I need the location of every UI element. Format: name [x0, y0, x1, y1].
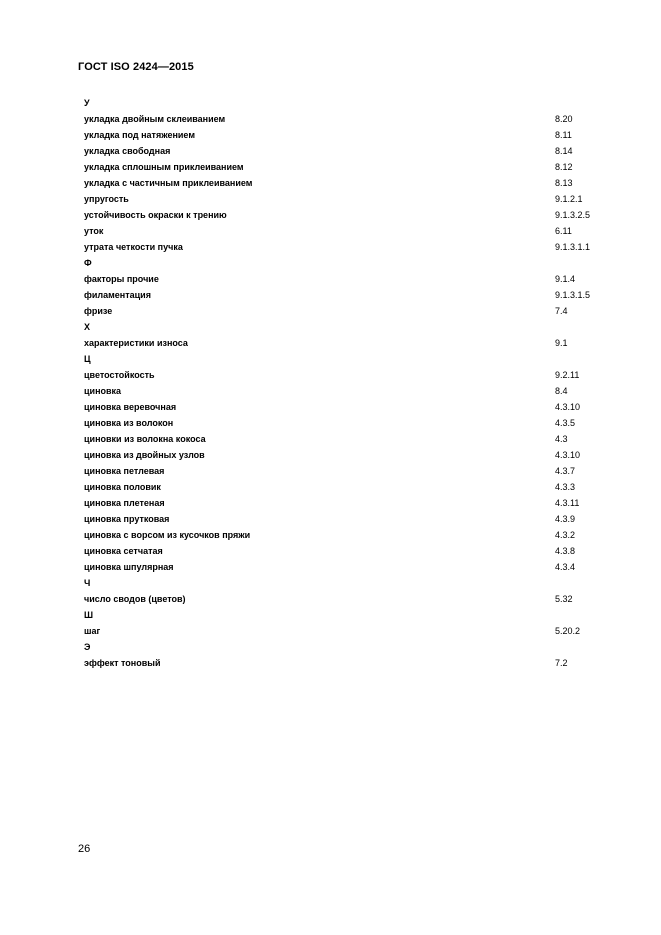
index-entry [82, 143, 602, 159]
index-entry [82, 463, 602, 479]
index-entry [82, 303, 602, 319]
index-entry [82, 223, 602, 239]
index-term: уток [84, 226, 104, 236]
index-entry [82, 191, 602, 207]
index-entry [82, 367, 602, 383]
index-term: циновка шпулярная [84, 562, 174, 572]
index-entry [82, 591, 602, 607]
index-reference: 4.3.8 [555, 546, 576, 556]
index-reference: 7.4 [555, 306, 568, 316]
index-term: устойчивость окраски к трению [84, 210, 227, 220]
index-entry [82, 383, 602, 399]
index-entry [82, 111, 602, 127]
letter-label: Ч [84, 578, 91, 588]
index-letter-heading [82, 575, 602, 591]
index-reference: 8.4 [555, 386, 568, 396]
index-reference: 9.1.2.1 [555, 194, 583, 204]
index-reference: 9.1.3.1.1 [555, 242, 591, 252]
index-reference: 8.14 [555, 146, 573, 156]
index-reference: 4.3.10 [555, 450, 581, 460]
index-letter-heading [82, 319, 602, 335]
index-term: укладка сплошным приклеиванием [84, 162, 244, 172]
page-number: 26 [78, 843, 91, 855]
index-term: циновка из волокон [84, 418, 174, 428]
index-reference: 9.1.3.2.5 [555, 210, 591, 220]
index-term: циновка прутковая [84, 514, 170, 524]
letter-label: Х [84, 322, 91, 332]
index-letter-heading [82, 95, 602, 111]
index-entry [82, 335, 602, 351]
index-reference: 5.20.2 [555, 626, 581, 636]
index-letter-heading [82, 351, 602, 367]
index-entry [82, 207, 602, 223]
document-header: ГОСТ ISO 2424—2015 [78, 61, 194, 73]
index-entry [82, 527, 602, 543]
index-reference: 4.3 [555, 434, 568, 444]
index-reference: 4.3.4 [555, 562, 576, 572]
index-reference: 6.11 [555, 226, 572, 236]
letter-label: Э [84, 642, 91, 652]
index-letter-heading [82, 607, 602, 623]
index-term: циновка из двойных узлов [84, 450, 205, 460]
index-reference: 7.2 [555, 658, 568, 668]
index-term: циновка сетчатая [84, 546, 163, 556]
index-letter-heading [82, 255, 602, 271]
index-reference: 9.2.11 [555, 370, 580, 380]
index-entry [82, 495, 602, 511]
index-entry [82, 127, 602, 143]
index-reference: 4.3.2 [555, 530, 576, 540]
index-entry [82, 415, 602, 431]
index-entry [82, 543, 602, 559]
index-term: укладка с частичным приклеиванием [84, 178, 253, 188]
index-term: число сводов (цветов) [84, 594, 186, 604]
index-entry [82, 159, 602, 175]
index-term: укладка под натяжением [84, 130, 195, 140]
index-reference: 8.13 [555, 178, 573, 188]
index-term: циновка [84, 386, 122, 396]
alphabetical-index [82, 95, 602, 671]
index-reference: 9.1.4 [555, 274, 576, 284]
index-term: утрата четкости пучка [84, 242, 183, 252]
index-entry [82, 431, 602, 447]
index-entry [82, 287, 602, 303]
index-reference: 4.3.5 [555, 418, 576, 428]
index-letter-heading [82, 639, 602, 655]
index-term: циновка петлевая [84, 466, 165, 476]
letter-label: Ц [84, 354, 91, 364]
index-reference: 8.11 [555, 130, 572, 140]
index-term: цветостойкость [84, 370, 155, 380]
index-term: укладка двойным склеиванием [84, 114, 226, 124]
index-entry [82, 479, 602, 495]
index-term: факторы прочие [84, 274, 159, 284]
index-entry [82, 399, 602, 415]
index-reference: 4.3.10 [555, 402, 581, 412]
index-term: эффект тоновый [84, 658, 161, 668]
letter-label: Ф [84, 258, 92, 268]
index-reference: 8.12 [555, 162, 573, 172]
index-reference: 8.20 [555, 114, 573, 124]
index-reference: 4.3.9 [555, 514, 576, 524]
index-entry [82, 655, 602, 671]
index-entry [82, 623, 602, 639]
index-term: фризе [84, 306, 113, 316]
index-entry [82, 239, 602, 255]
index-reference: 9.1 [555, 338, 568, 348]
index-entry [82, 511, 602, 527]
index-term: циновки из волокна кокоса [84, 434, 206, 444]
index-entry [82, 559, 602, 575]
index-term: циновка половик [84, 482, 161, 492]
index-term: упругость [84, 194, 129, 204]
index-term: циновка с ворсом из кусочков пряжи [84, 530, 251, 540]
index-entry [82, 447, 602, 463]
index-reference: 4.3.3 [555, 482, 576, 492]
index-term: характеристики износа [84, 338, 188, 348]
letter-label: Ш [84, 610, 94, 620]
index-entry [82, 175, 602, 191]
index-term: укладка свободная [84, 146, 171, 156]
index-reference: 9.1.3.1.5 [555, 290, 591, 300]
index-reference: 5.32 [555, 594, 573, 604]
index-reference: 4.3.11 [555, 498, 580, 508]
index-term: шаг [84, 626, 101, 636]
index-reference: 4.3.7 [555, 466, 576, 476]
index-term: филаментация [84, 290, 151, 300]
index-entry [82, 271, 602, 287]
index-term: циновка плетеная [84, 498, 165, 508]
index-term: циновка веревочная [84, 402, 177, 412]
letter-label: У [84, 98, 90, 108]
